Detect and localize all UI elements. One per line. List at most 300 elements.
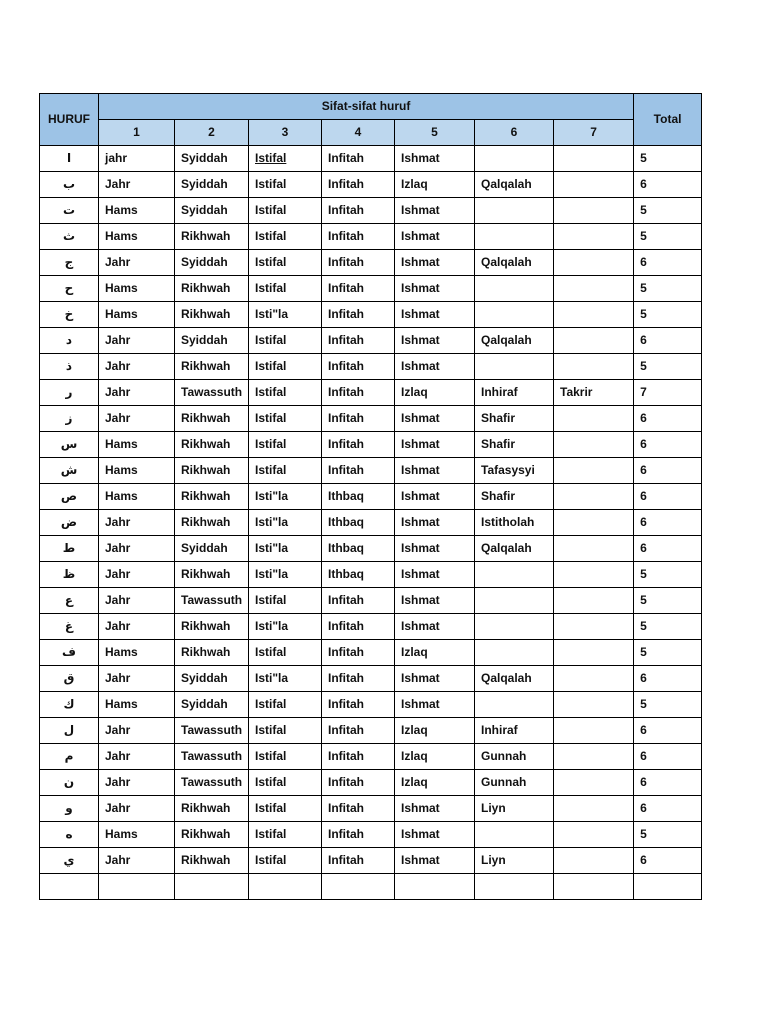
sifat-cell-2 <box>175 458 249 484</box>
sifat-value: Isti"la <box>255 307 289 321</box>
total-cell: 6 <box>634 666 702 692</box>
huruf-cell: ط <box>40 536 99 562</box>
sifat-value: Jahr <box>105 723 131 737</box>
total-cell: 6 <box>634 770 702 796</box>
sifat-value: Ishmat <box>401 359 440 373</box>
sifat-cell-7 <box>554 510 634 536</box>
sifat-value: Ithbaq <box>328 515 364 529</box>
huruf-cell: م <box>40 744 99 770</box>
total-cell: 6 <box>634 796 702 822</box>
column-number-header: 3 <box>249 120 322 146</box>
table-row <box>40 536 702 562</box>
sifat-value: Jahr <box>105 567 131 581</box>
table-row <box>40 614 702 640</box>
sifat-cell-6 <box>475 328 554 354</box>
sifat-header: Sifat-sifat huruf <box>99 94 634 120</box>
sifat-value: Infitah <box>328 619 364 633</box>
sifat-value: Takrir <box>560 385 593 399</box>
sifat-value: Tawassuth <box>181 723 243 737</box>
column-number-header: 4 <box>322 120 395 146</box>
sifat-value: Infitah <box>328 463 364 477</box>
sifat-cell-5 <box>395 198 475 224</box>
sifat-value: Jahr <box>105 333 131 347</box>
sifat-cell-6 <box>475 172 554 198</box>
sifat-value: Rikhwah <box>181 645 231 659</box>
sifat-cell-1 <box>99 692 175 718</box>
sifat-cell-3 <box>249 250 322 276</box>
sifat-value: Infitah <box>328 255 364 269</box>
sifat-cell-1 <box>99 536 175 562</box>
sifat-cell-3 <box>249 640 322 666</box>
sifat-value: Ishmat <box>401 281 440 295</box>
sifat-cell-6 <box>475 562 554 588</box>
sifat-value: Ishmat <box>401 151 440 165</box>
sifat-value: Infitah <box>328 333 364 347</box>
sifat-value: Ithbaq <box>328 541 364 555</box>
total-cell: 6 <box>634 484 702 510</box>
huruf-cell: ص <box>40 484 99 510</box>
sifat-cell-1 <box>99 874 175 900</box>
sifat-value: Rikhwah <box>181 853 231 867</box>
sifat-cell-7 <box>554 640 634 666</box>
sifat-cell-3 <box>249 536 322 562</box>
sifat-value: Qalqalah <box>481 255 532 269</box>
table-row <box>40 302 702 328</box>
sifat-cell-4 <box>322 692 395 718</box>
sifat-value: Hams <box>105 229 138 243</box>
sifat-value: Istifal <box>255 177 287 191</box>
sifat-value: Tawassuth <box>181 593 243 607</box>
sifat-value: Istifal <box>255 827 287 841</box>
sifat-cell-2 <box>175 354 249 380</box>
total-cell: 5 <box>634 562 702 588</box>
huruf-cell: ض <box>40 510 99 536</box>
sifat-value: Infitah <box>328 385 364 399</box>
sifat-value: Ishmat <box>401 437 440 451</box>
sifat-cell-6 <box>475 822 554 848</box>
sifat-cell-6 <box>475 770 554 796</box>
sifat-value: Jahr <box>105 775 131 789</box>
sifat-cell-7 <box>554 432 634 458</box>
sifat-cell-7 <box>554 276 634 302</box>
sifat-cell-4 <box>322 146 395 172</box>
table-row <box>40 432 702 458</box>
sifat-value: Rikhwah <box>181 437 231 451</box>
sifat-cell-7 <box>554 796 634 822</box>
sifat-cell-5 <box>395 172 475 198</box>
sifat-cell-1 <box>99 614 175 640</box>
sifat-cell-1 <box>99 562 175 588</box>
sifat-cell-5 <box>395 874 475 900</box>
sifat-cell-3 <box>249 510 322 536</box>
sifat-cell-7 <box>554 224 634 250</box>
sifat-cell-7 <box>554 718 634 744</box>
sifat-value: Syiddah <box>181 541 228 555</box>
sifat-cell-5 <box>395 822 475 848</box>
total-cell: 5 <box>634 692 702 718</box>
sifat-cell-1 <box>99 458 175 484</box>
total-cell: 6 <box>634 458 702 484</box>
sifat-value: Hams <box>105 645 138 659</box>
sifat-cell-4 <box>322 328 395 354</box>
sifat-cell-3 <box>249 198 322 224</box>
sifat-cell-3 <box>249 354 322 380</box>
sifat-value: Istifal <box>255 359 287 373</box>
sifat-value: Ishmat <box>401 463 440 477</box>
huruf-cell: ف <box>40 640 99 666</box>
sifat-value: Gunnah <box>481 749 527 763</box>
sifat-value: Tawassuth <box>181 385 243 399</box>
sifat-value: Jahr <box>105 385 131 399</box>
sifat-cell-1 <box>99 328 175 354</box>
sifat-value: Infitah <box>328 281 364 295</box>
sifat-value: Istifal <box>255 463 287 477</box>
sifat-value: Izlaq <box>401 775 428 789</box>
sifat-cell-5 <box>395 380 475 406</box>
sifat-value: Syiddah <box>181 255 228 269</box>
sifat-cell-6 <box>475 302 554 328</box>
sifat-value: Qalqalah <box>481 333 532 347</box>
sifat-cell-7 <box>554 198 634 224</box>
sifat-cell-7 <box>554 354 634 380</box>
total-cell: 6 <box>634 510 702 536</box>
sifat-value: Istifal <box>255 593 287 607</box>
sifat-value: Istifal <box>255 281 287 295</box>
sifat-cell-4 <box>322 302 395 328</box>
huruf-cell: ب <box>40 172 99 198</box>
sifat-cell-1 <box>99 250 175 276</box>
sifat-value: Infitah <box>328 177 364 191</box>
sifat-value: Ishmat <box>401 619 440 633</box>
sifat-value: Jahr <box>105 853 131 867</box>
sifat-cell-2 <box>175 848 249 874</box>
huruf-cell: ح <box>40 276 99 302</box>
sifat-value: Istifal <box>255 775 287 789</box>
sifat-cell-5 <box>395 692 475 718</box>
sifat-cell-4 <box>322 172 395 198</box>
sifat-cell-1 <box>99 224 175 250</box>
sifat-value: Rikhwah <box>181 281 231 295</box>
sifat-cell-4 <box>322 224 395 250</box>
table-row <box>40 146 702 172</box>
huruf-cell: ز <box>40 406 99 432</box>
total-cell: 5 <box>634 640 702 666</box>
huruf-header: HURUF <box>40 94 99 146</box>
sifat-cell-3 <box>249 302 322 328</box>
sifat-cell-6 <box>475 510 554 536</box>
sifat-cell-6 <box>475 484 554 510</box>
sifat-value: Rikhwah <box>181 619 231 633</box>
sifat-cell-4 <box>322 874 395 900</box>
sifat-cell-4 <box>322 458 395 484</box>
sifat-cell-2 <box>175 718 249 744</box>
sifat-value: Syiddah <box>181 203 228 217</box>
table-row <box>40 224 702 250</box>
sifat-cell-4 <box>322 744 395 770</box>
sifat-value: Jahr <box>105 671 131 685</box>
sifat-value: Hams <box>105 437 138 451</box>
total-header: Total <box>634 94 702 146</box>
sifat-cell-2 <box>175 406 249 432</box>
table-row <box>40 744 702 770</box>
sifat-cell-1 <box>99 588 175 614</box>
sifat-cell-2 <box>175 536 249 562</box>
total-cell: 5 <box>634 224 702 250</box>
huruf-cell: س <box>40 432 99 458</box>
sifat-value: Izlaq <box>401 645 428 659</box>
sifat-cell-6 <box>475 224 554 250</box>
sifat-value: Istifal <box>255 203 287 217</box>
table-row <box>40 510 702 536</box>
sifat-value: Isti"la <box>255 567 289 581</box>
huruf-cell: د <box>40 328 99 354</box>
sifat-value: Infitah <box>328 645 364 659</box>
sifat-cell-7 <box>554 770 634 796</box>
sifat-value: Isti"la <box>255 541 289 555</box>
sifat-value: Isti"la <box>255 671 289 685</box>
huruf-cell: ن <box>40 770 99 796</box>
table-row <box>40 198 702 224</box>
column-number-header: 2 <box>175 120 249 146</box>
sifat-cell-2 <box>175 224 249 250</box>
sifat-cell-6 <box>475 588 554 614</box>
sifat-value: Liyn <box>481 801 506 815</box>
sifat-value: Shafir <box>481 437 516 451</box>
sifat-cell-6 <box>475 614 554 640</box>
sifat-cell-1 <box>99 146 175 172</box>
sifat-value: Ishmat <box>401 697 440 711</box>
sifat-value: Ishmat <box>401 203 440 217</box>
sifat-value: Qalqalah <box>481 177 532 191</box>
sifat-cell-6 <box>475 744 554 770</box>
sifat-cell-3 <box>249 718 322 744</box>
sifat-cell-4 <box>322 640 395 666</box>
sifat-value: Istifal <box>255 411 287 425</box>
huruf-cell: ج <box>40 250 99 276</box>
sifat-value: Qalqalah <box>481 671 532 685</box>
huruf-cell: ش <box>40 458 99 484</box>
sifat-cell-5 <box>395 328 475 354</box>
sifat-value: Istifal <box>255 333 287 347</box>
table-row <box>40 874 702 900</box>
sifat-value: Izlaq <box>401 385 428 399</box>
sifat-cell-3 <box>249 224 322 250</box>
table-row <box>40 692 702 718</box>
sifat-value: Qalqalah <box>481 541 532 555</box>
sifat-cell-2 <box>175 198 249 224</box>
table-row <box>40 484 702 510</box>
sifat-cell-5 <box>395 614 475 640</box>
sifat-cell-7 <box>554 328 634 354</box>
sifat-cell-3 <box>249 432 322 458</box>
sifat-value: Istifal <box>255 749 287 763</box>
total-cell: 5 <box>634 276 702 302</box>
sifat-value: Ishmat <box>401 541 440 555</box>
sifat-cell-2 <box>175 510 249 536</box>
sifat-value: Jahr <box>105 541 131 555</box>
sifat-cell-1 <box>99 172 175 198</box>
sifat-cell-2 <box>175 614 249 640</box>
sifat-value: Istifal <box>255 645 287 659</box>
sifat-cell-5 <box>395 484 475 510</box>
sifat-cell-1 <box>99 380 175 406</box>
sifat-cell-7 <box>554 380 634 406</box>
sifat-cell-6 <box>475 432 554 458</box>
sifat-value: Rikhwah <box>181 411 231 425</box>
total-cell: 6 <box>634 172 702 198</box>
sifat-cell-2 <box>175 276 249 302</box>
total-cell: 6 <box>634 744 702 770</box>
sifat-value: Rikhwah <box>181 229 231 243</box>
sifat-cell-5 <box>395 146 475 172</box>
table-row <box>40 640 702 666</box>
huruf-cell: ع <box>40 588 99 614</box>
sifat-cell-5 <box>395 562 475 588</box>
sifat-value: Rikhwah <box>181 307 231 321</box>
table-row <box>40 276 702 302</box>
sifat-value: Istifal <box>255 255 287 269</box>
sifat-value: Istifal <box>255 385 287 399</box>
sifat-value: Istitholah <box>481 515 535 529</box>
sifat-cell-7 <box>554 302 634 328</box>
table-row <box>40 562 702 588</box>
sifat-cell-6 <box>475 354 554 380</box>
sifat-value: Jahr <box>105 359 131 373</box>
column-number-header: 1 <box>99 120 175 146</box>
sifat-cell-4 <box>322 822 395 848</box>
sifat-cell-7 <box>554 692 634 718</box>
sifat-cell-5 <box>395 510 475 536</box>
sifat-cell-7 <box>554 536 634 562</box>
total-cell: 7 <box>634 380 702 406</box>
table-row <box>40 380 702 406</box>
sifat-cell-3 <box>249 458 322 484</box>
sifat-value: Liyn <box>481 853 506 867</box>
total-cell: 5 <box>634 354 702 380</box>
sifat-cell-2 <box>175 562 249 588</box>
sifat-value: Ishmat <box>401 255 440 269</box>
sifat-cell-4 <box>322 848 395 874</box>
sifat-value: Jahr <box>105 749 131 763</box>
sifat-cell-6 <box>475 198 554 224</box>
sifat-cell-1 <box>99 354 175 380</box>
huruf-cell: ر <box>40 380 99 406</box>
sifat-value: Ishmat <box>401 229 440 243</box>
sifat-cell-3 <box>249 770 322 796</box>
sifat-cell-6 <box>475 406 554 432</box>
sifat-value: Isti"la <box>255 515 289 529</box>
total-cell: 6 <box>634 536 702 562</box>
sifat-cell-2 <box>175 432 249 458</box>
sifat-cell-1 <box>99 796 175 822</box>
sifat-cell-3 <box>249 172 322 198</box>
sifat-cell-2 <box>175 640 249 666</box>
sifat-cell-3 <box>249 380 322 406</box>
sifat-cell-5 <box>395 354 475 380</box>
sifat-value: Infitah <box>328 151 364 165</box>
sifat-cell-6 <box>475 874 554 900</box>
huruf-cell: ث <box>40 224 99 250</box>
total-cell: 6 <box>634 848 702 874</box>
sifat-value: jahr <box>105 151 128 165</box>
sifat-cell-3 <box>249 822 322 848</box>
sifat-cell-2 <box>175 484 249 510</box>
sifat-cell-6 <box>475 380 554 406</box>
sifat-value: Rikhwah <box>181 567 231 581</box>
sifat-value: Rikhwah <box>181 489 231 503</box>
sifat-cell-3 <box>249 744 322 770</box>
sifat-cell-5 <box>395 432 475 458</box>
sifat-value: Istifal <box>255 437 287 451</box>
huruf-cell: غ <box>40 614 99 640</box>
sifat-value: Istifal <box>255 853 287 867</box>
sifat-cell-4 <box>322 250 395 276</box>
sifat-cell-6 <box>475 718 554 744</box>
total-cell: 6 <box>634 718 702 744</box>
sifat-value: Jahr <box>105 515 131 529</box>
sifat-cell-2 <box>175 770 249 796</box>
sifat-value: Jahr <box>105 593 131 607</box>
sifat-value: Syiddah <box>181 333 228 347</box>
huruf-cell: ذ <box>40 354 99 380</box>
sifat-cell-7 <box>554 406 634 432</box>
sifat-cell-6 <box>475 640 554 666</box>
sifat-cell-5 <box>395 224 475 250</box>
sifat-cell-5 <box>395 588 475 614</box>
sifat-cell-5 <box>395 458 475 484</box>
sifat-value: Isti"la <box>255 489 289 503</box>
sifat-value: Isti"la <box>255 619 289 633</box>
sifat-cell-3 <box>249 484 322 510</box>
sifat-cell-6 <box>475 458 554 484</box>
sifat-value: Tawassuth <box>181 749 243 763</box>
sifat-value: Hams <box>105 307 138 321</box>
sifat-cell-6 <box>475 692 554 718</box>
total-cell: 6 <box>634 432 702 458</box>
sifat-value: Infitah <box>328 775 364 789</box>
total-cell: 5 <box>634 302 702 328</box>
sifat-value: Shafir <box>481 489 516 503</box>
sifat-cell-1 <box>99 744 175 770</box>
sifat-cell-7 <box>554 146 634 172</box>
sifat-cell-4 <box>322 380 395 406</box>
sifat-cell-4 <box>322 614 395 640</box>
table-row <box>40 588 702 614</box>
table-body <box>40 146 702 900</box>
sifat-cell-5 <box>395 406 475 432</box>
sifat-value: Inhiraf <box>481 385 518 399</box>
table-row <box>40 458 702 484</box>
huruf-cell: و <box>40 796 99 822</box>
sifat-cell-7 <box>554 822 634 848</box>
sifat-cell-4 <box>322 562 395 588</box>
table-header <box>40 94 702 146</box>
sifat-cell-4 <box>322 276 395 302</box>
sifat-cell-4 <box>322 354 395 380</box>
sifat-cell-2 <box>175 666 249 692</box>
huruf-cell: ي <box>40 848 99 874</box>
huruf-cell: ك <box>40 692 99 718</box>
sifat-value: Infitah <box>328 229 364 243</box>
sifat-value: Infitah <box>328 411 364 425</box>
sifat-cell-2 <box>175 692 249 718</box>
sifat-cell-4 <box>322 432 395 458</box>
sifat-cell-2 <box>175 380 249 406</box>
table-row <box>40 328 702 354</box>
sifat-cell-7 <box>554 666 634 692</box>
sifat-value: Syiddah <box>181 177 228 191</box>
sifat-cell-1 <box>99 198 175 224</box>
